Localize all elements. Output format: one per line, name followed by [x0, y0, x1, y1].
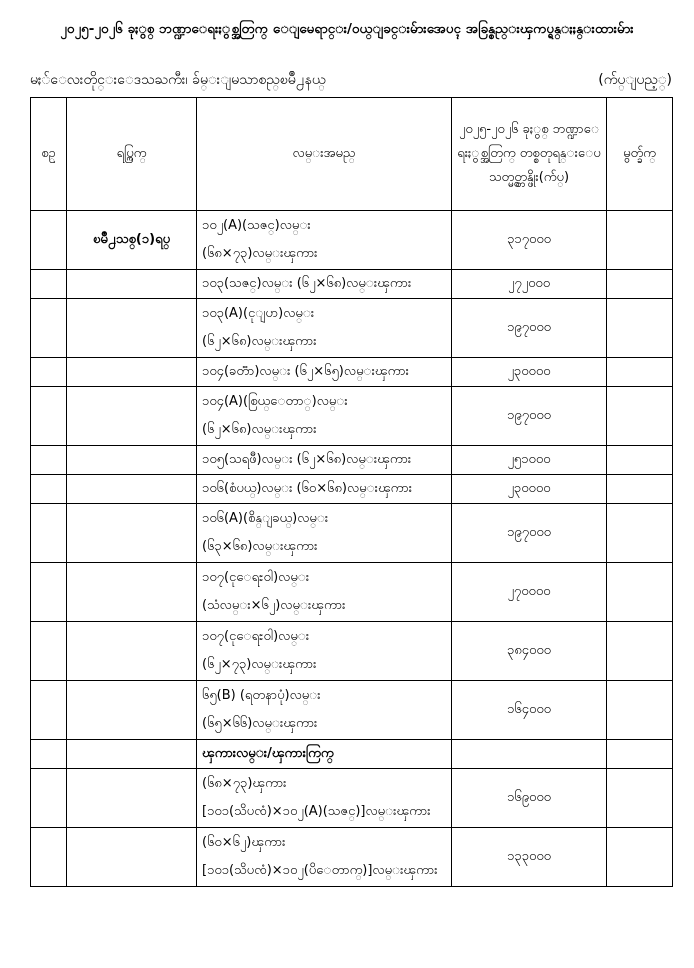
row-street: [197, 622, 452, 681]
table-body: [31, 211, 673, 887]
row-value: ၁၆၄၀၀၀: [452, 681, 607, 740]
row-remark: [607, 769, 673, 828]
document-title: ၂၀၂၅-၂၀၂၆ ခုႏွစ္ ဘဏ္ဍာေရးႏွစ္အတြက္ ေျမေရာင္း/ဝယ္ျခင္းမ်ားအေပၚ အခြန္စည္းၾကပ္ရန္ႏႈန္းထားမ်ား: [60, 21, 634, 37]
table-row: [31, 504, 673, 563]
row-ward: [67, 563, 197, 622]
street-line-1: ၁၀၄(A)(စြယ္ေတာ္)လမ္း: [202, 394, 348, 409]
street-line-2: (၆၅×၆၆)လမ္းၾကား: [202, 716, 318, 731]
street-line-1: ၁၀၆(A)(စိန္ျခယ္)လမ္း: [202, 511, 329, 526]
row-no: [31, 270, 67, 299]
street-line-1: ၁၀၂(A)(သဇင္)လမ္း: [202, 218, 311, 233]
row-value: ၂၇၂၀၀၀: [452, 270, 607, 299]
table-row: [31, 387, 673, 446]
row-value: ၂၇၀၀၀၀: [452, 563, 607, 622]
row-value: ၁၃၃၀၀၀: [452, 828, 607, 887]
row-no: [31, 769, 67, 828]
row-ward: [67, 828, 197, 887]
row-remark: [607, 475, 673, 504]
street-line-2: (၆၃×၆၈)လမ္းၾကား: [202, 539, 318, 554]
row-remark: [607, 563, 673, 622]
row-remark: [607, 270, 673, 299]
row-street: [197, 681, 452, 740]
row-no: [31, 504, 67, 563]
street-line-1: ၆၅(B) (ရတနာပုံ)လမ္း: [202, 688, 321, 703]
col-header-street: လမ္းအမည္: [197, 98, 452, 211]
row-remark: [607, 299, 673, 358]
street-line-1: (၆၈×၇၃)ၾကား: [202, 776, 287, 791]
row-no: [31, 387, 67, 446]
row-street: [197, 563, 452, 622]
row-remark: [607, 358, 673, 387]
row-street: [197, 211, 452, 270]
unit-label: (က်ပ္ျပည့္): [598, 72, 672, 88]
row-value: ၂၃၀၀၀၀: [452, 475, 607, 504]
street-line-2: (၆၂×၇၃)လမ္းၾကား: [202, 657, 317, 672]
row-ward: [67, 475, 197, 504]
table-row: [31, 769, 673, 828]
row-no: [31, 475, 67, 504]
row-street: [197, 358, 452, 387]
street-line-2: (၆၂×၆၈)လမ္းၾကား: [202, 422, 317, 437]
row-ward: [67, 622, 197, 681]
row-no: [31, 211, 67, 270]
row-value: ၁၆၉၀၀၀: [452, 769, 607, 828]
street-line-1: ၁၀၄(ခတၱာ)လမ္း (၆၂×၆၅)လမ္းၾကား: [202, 364, 409, 379]
row-ward: [67, 270, 197, 299]
street-line-1: (၆၀×၆၂)ၾကား: [202, 835, 286, 850]
row-ward: [67, 299, 197, 358]
row-value: [452, 740, 607, 769]
row-value: ၁၉၇၀၀၀: [452, 387, 607, 446]
street-line-1: ၁၀၇(ငုေရႊဝါ)လမ္း: [202, 629, 310, 644]
row-street: [197, 270, 452, 299]
row-value: ၂၃၀၀၀၀: [452, 358, 607, 387]
row-ward: [67, 681, 197, 740]
table-row: [31, 622, 673, 681]
row-ward: [67, 504, 197, 563]
table-row: [31, 358, 673, 387]
table-row: [31, 475, 673, 504]
row-ward: [67, 740, 197, 769]
row-remark: [607, 387, 673, 446]
row-street: [197, 299, 452, 358]
row-no: [31, 563, 67, 622]
street-line-1: ၁၀၇(ငုေရႊဝါ)လမ္း: [202, 570, 310, 585]
row-ward: [67, 358, 197, 387]
table-row: [31, 828, 673, 887]
rate-table: [30, 97, 673, 887]
row-value: ၃၈၄၀၀၀: [452, 622, 607, 681]
table-row: [31, 211, 673, 270]
street-line-1: ၁၀၃(A)(ငုျပာ)လမ္း: [202, 306, 315, 321]
row-no: [31, 358, 67, 387]
col-header-value: ၂၀၂၅-၂၀၂၆ ခုႏွစ္ ဘဏ္ဍာေရးႏွစ္အတြက္ တစ္စတုရန္းေပ သတ္မွတ္တန္ဖိုး(က်ပ္): [452, 98, 607, 211]
row-remark: [607, 211, 673, 270]
row-no: [31, 828, 67, 887]
row-ward: ၿမိဳ႕သစ္(၁)ရပ္: [67, 211, 197, 270]
table-row: [31, 446, 673, 475]
row-remark: [607, 504, 673, 563]
street-line-2: [၁၀၁(သိပၸံ)×၁၀၂(ပိေတာက္)]လမ္းၾကား: [202, 863, 438, 878]
street-line-1: ၁၀၃(သဇင္)လမ္း (၆၂×၆၈)လမ္းၾကား: [202, 276, 412, 291]
table-row: [31, 681, 673, 740]
row-no: [31, 299, 67, 358]
row-no: [31, 446, 67, 475]
street-line-2: (သံလမ္း×၆၂)လမ္းၾကား: [202, 598, 346, 613]
row-no: [31, 681, 67, 740]
table-row: [31, 740, 673, 769]
row-value: ၂၅၁၀၀၀: [452, 446, 607, 475]
street-line-1: ၾကားလမ္း/ၾကားကြက္: [202, 746, 334, 761]
row-value: ၁၉၇၀၀၀: [452, 299, 607, 358]
row-remark: [607, 681, 673, 740]
row-ward: [67, 769, 197, 828]
row-no: [31, 740, 67, 769]
row-ward: [67, 387, 197, 446]
row-street: [197, 740, 452, 769]
location-label: မႏၲေလးတိုင္းေဒသႀကီး၊ ခ်မ္းျမသာစည္ၿမိဳ႕နယ္: [30, 72, 326, 88]
row-ward: [67, 446, 197, 475]
row-remark: [607, 828, 673, 887]
street-line-2: (၆၈×၇၃)လမ္းၾကား: [202, 246, 318, 261]
table-header-row: [31, 98, 673, 211]
table-row: [31, 563, 673, 622]
row-value: ၃၁၇၀၀၀: [452, 211, 607, 270]
row-value: ၁၉၇၀၀၀: [452, 504, 607, 563]
table-row: [31, 270, 673, 299]
col-header-ward: ရပ္ကြက္: [67, 98, 197, 211]
row-street: [197, 504, 452, 563]
row-remark: [607, 740, 673, 769]
street-line-2: [၁၀၁(သိပၸံ)×၁၀၂(A)(သဇင္)]လမ္းၾကား: [202, 804, 431, 819]
row-remark: [607, 446, 673, 475]
col-header-remark: မွတ္ခ်က္: [607, 98, 673, 211]
col-header-no: စဥ္: [31, 98, 67, 211]
row-remark: [607, 622, 673, 681]
row-street: [197, 446, 452, 475]
street-line-1: ၁၀၅(သရဖီ)လမ္း (၆၂×၆၈)လမ္းၾကား: [202, 452, 412, 467]
street-line-1: ၁၀၆(စံပယ္)လမ္း (၆၀×၆၈)လမ္းၾကား: [202, 481, 413, 496]
row-street: [197, 828, 452, 887]
row-street: [197, 475, 452, 504]
row-no: [31, 622, 67, 681]
row-street: [197, 769, 452, 828]
street-line-2: (၆၂×၆၈)လမ္းၾကား: [202, 334, 317, 349]
table-row: [31, 299, 673, 358]
row-street: [197, 387, 452, 446]
